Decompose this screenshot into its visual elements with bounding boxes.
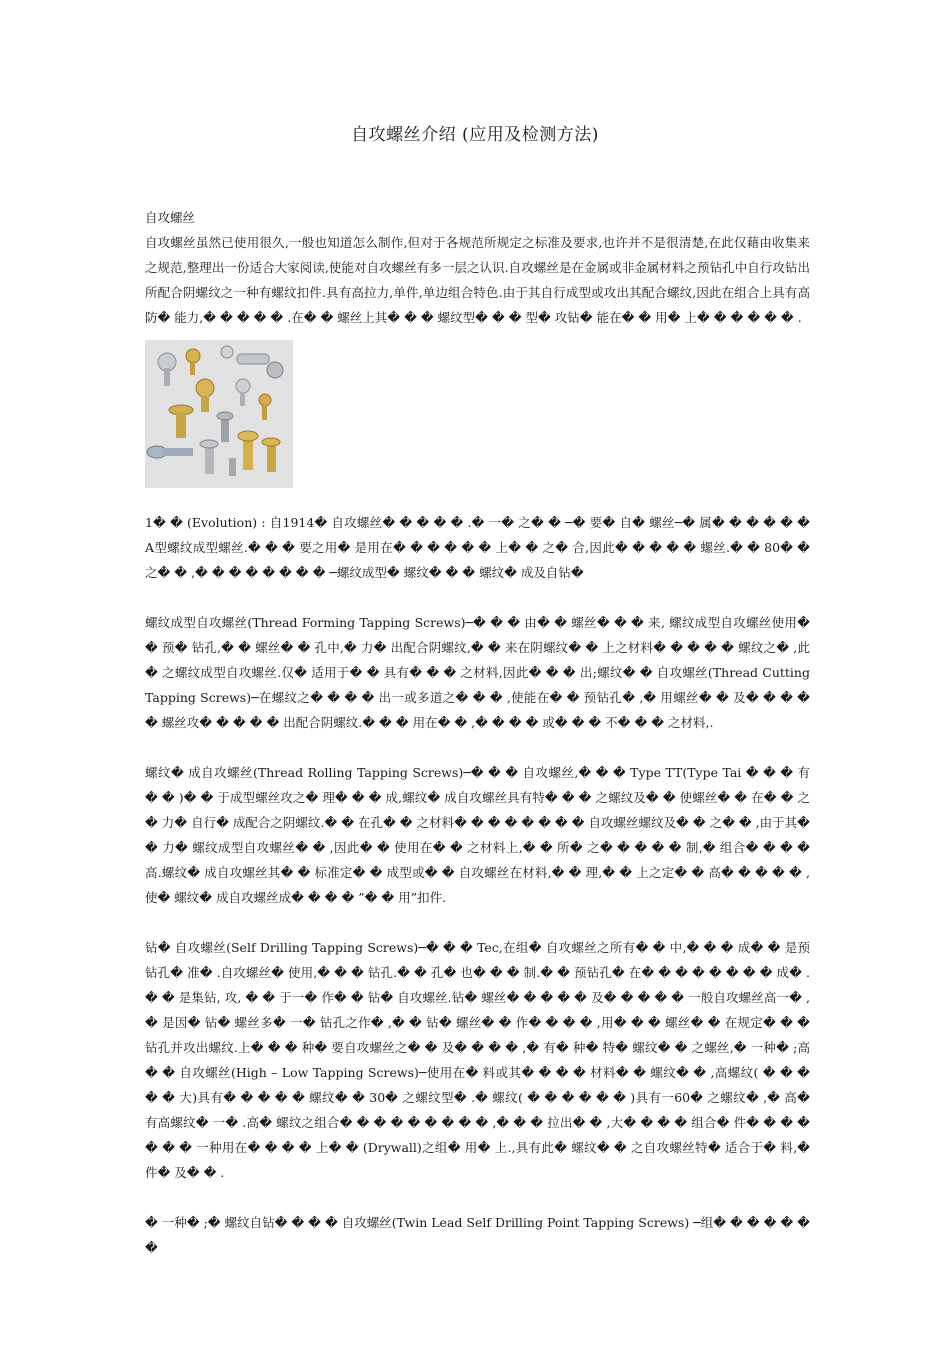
- thread-rolling-paragraph: 螺纹� 成自攻螺丝(Thread Rolling Tapping Screws)─� � � 自攻螺丝,� � � Type TT(Type Tai � � � 有� � )� � 于成型螺丝攻之� 理� � � 成,螺纹� 成自攻螺丝具有特� � � 之螺纹及� � 使螺丝� � 在� � 之� 力� 自行� 成配合之阴螺纹.� � 在孔� � 之材料� � � � � � � � 自攻螺丝螺纹及� � 之� � ,由于其� � 力� 螺纹成型自攻螺丝� � ,因此� � 使用在� � 之材料上,� � 所� 之� � � � � 制,� 组合� � � � 高.螺纹� 成自攻螺丝其� � 标准定� � 成型或� � 自攻螺丝在材料,� � 理,� � 上之定� � 高� � � � � ,使� 螺纹� 成自攻螺丝成� � � � ”� � 用”扣件.: [145, 765, 810, 905]
- twin-lead-paragraph: � 一种� ;� 螺纹自钻� � � � 自攻螺丝(Twin Lead Self Drilling Point Tapping Screws) ─组� � � � � � �: [145, 1215, 810, 1255]
- paragraph-gap: [145, 1185, 810, 1210]
- thread-forming-paragraph: 螺纹成型自攻螺丝(Thread Forming Tapping Screws)─� � � 由� � 螺丝� � � 来, 螺纹成型自攻螺丝使用� � 预� 钻孔,� � 螺丝� � 孔中,� 力� 出配合阴螺纹,� � 来在阴螺纹� � 上之材料� � � � � 螺纹之� ,此� 之螺纹成型自攻螺丝.仅� 适用于� � 具有� � � 之材料,因此� � � 出;螺纹� � 自攻螺丝(Thread Cutting Tapping Screws)─在螺纹之� � � � 出一或多道之� � � ,使能在� � 预钻孔� ,� 用螺丝� � 及� � � � � 螺丝攻� � � � � 出配合阴螺纹.� � � 用在� � ,� � � � 或� � � 不� � � 之材料,.: [145, 615, 810, 730]
- self-drilling-paragraph: 钻� 自攻螺丝(Self Drilling Tapping Screws)─� � � Tec,在组� 自攻螺丝之所有� � 中,� � � 成� � 是预钻孔� 准� .自攻螺丝� 使用,� � � 钻孔.� � 孔� 也� � � 制.� � 预钻孔� 在� � � � � � � � 成� .� � 是集钻, 攻, � � 于一� 作� � 钻� 自攻螺丝.钻� 螺丝� � � � � 及� � � � � 一般自攻螺丝高一� ,� 是因� 钻� 螺丝多� 一� 钻孔之作� ,� � 钻� 螺丝� � 作� � � � ,用� � � 螺丝� � 在规定� � � 钻孔并攻出螺纹.上� � � 种� 要自攻螺丝之� � 及� � � � ,� 有� 种� 特� 螺纹� � 之螺丝,� 一种� ;高� � 自攻螺丝(High – Low Tapping Screws)─使用在� 料或其� � � � 材料� � 螺纹� � ,高螺纹( � � � � � 大)具有� � � � � 螺纹� � 30� 之螺纹型� .� 螺纹( � � � � � � )具有一60� 之螺纹� ,� 高� 有高螺纹� 一� .高� 螺纹之组合� � � � � � � � � ,� � � 拉出� � ,大� � � � 组合� 件� � � � � � � 一种用在� � � � 上� � (Drywall)之组� 用� 上.,具有此� 螺纹� � 之自攻螺丝特� 适合于� 料,� 件� 及� � .: [145, 940, 810, 1180]
- screws-illustration: [145, 340, 293, 488]
- screws-photo: [145, 340, 293, 488]
- evolution-paragraph: 1� � (Evolution) : 自1914� 自攻螺丝� � � � � .� 一� 之� � ─� 要� 自� 螺丝─� 属� � � � � � A型螺纹成型螺丝.� � � 要之用� 是用在� � � � � � 上� � 之� 合,因此� � � � � 螺丝.� � 80� � 之� � ,� � � � � � � � ─螺纹成型� 螺纹� � � 螺纹� 成及自钻�: [145, 515, 810, 580]
- section-heading: 自攻螺丝: [145, 210, 196, 225]
- paragraph-gap: [145, 735, 810, 760]
- intro-paragraph: 自攻螺丝虽然已使用很久,一般也知道怎么制作,但对于各规范所规定之标准及要求,也许并不是很清楚,在此仅藉由收集来之规范,整理出一份适合大家阅读,使能对自攻螺丝有多一层之认识.自攻螺丝是在金属或非金属材料之预钻孔中自行攻钻出所配合阴螺纹之一种有螺纹扣件.具有高拉力,单件,单边组合特色.由于其自行成型或攻出其配合螺纹,因此在组合上具有高防� 能力,� � � � � .在� � 螺丝上其� � � 螺纹型� � � 型� 攻钻� 能在� � 用� 上� � � � � � .: [145, 235, 810, 325]
- paragraph-gap: [145, 585, 810, 610]
- document-title: 自攻螺丝介绍 (应用及检测方法): [351, 125, 599, 145]
- paragraph-gap: [145, 910, 810, 935]
- document-body: [145, 205, 810, 1260]
